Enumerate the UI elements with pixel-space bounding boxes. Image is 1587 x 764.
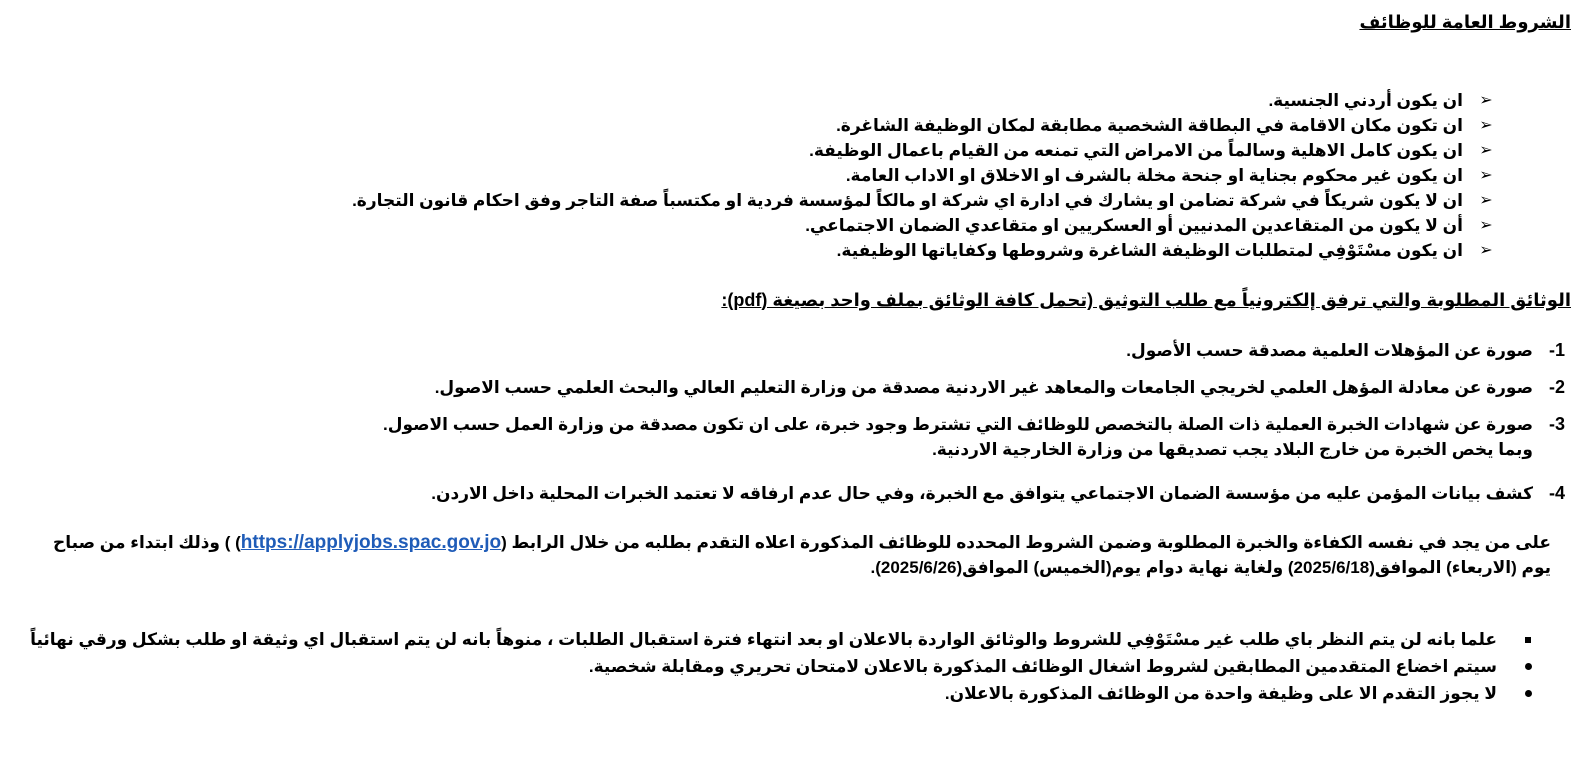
condition-text: ان يكون مسْتَوْفِي لمتطلبات الوظيفة الشاغرة وشروطها وكفاياتها الوظيفية. bbox=[836, 241, 1463, 260]
general-conditions-list bbox=[30, 88, 1495, 263]
application-text-start: على من يجد في نفسه الكفاءة والخبرة المطلوبة وضمن الشروط المحدده للوظائف المذكورة اعلاه التقدم بطلبه من خلال الرابط ( bbox=[501, 533, 1551, 552]
document-item bbox=[30, 375, 1565, 412]
document-text: صورة عن المؤهلات العلمية مصدقة حسب الأصول. bbox=[1126, 341, 1533, 360]
note-item bbox=[30, 626, 1535, 653]
document-text-block bbox=[383, 412, 1533, 462]
document-text: صورة عن معادلة المؤهل العلمي لخريجي الجامعات والمعاهد غير الاردنية مصدقة من وزارة التعليم العالي والبحث العلمي حسب الاصول. bbox=[434, 378, 1533, 397]
document-text-continued: وبما يخص الخبرة من خارج البلاد يجب تصديقها من وزارة الخارجية الاردنية. bbox=[932, 440, 1533, 459]
document-item bbox=[30, 481, 1565, 511]
condition-text: ان يكون غير محكوم بجناية او جنحة مخلة بالشرف او الاخلاق او الاداب العامة. bbox=[845, 166, 1463, 185]
document-number: 3- bbox=[1548, 414, 1565, 434]
condition-item bbox=[30, 238, 1495, 263]
application-paragraph bbox=[36, 530, 1551, 580]
square-bullet-icon bbox=[1525, 637, 1531, 643]
application-text-end: ) ) وذلك ابتداء من صباح يوم (الاربعاء) الموافق(2025/6/18) ولغاية نهاية دوام يوم(الخميس) الموافق(2025/6/26). bbox=[53, 533, 1551, 577]
notes-list bbox=[30, 626, 1535, 707]
document-number: 4- bbox=[1548, 483, 1565, 503]
dot-bullet-icon bbox=[1525, 690, 1532, 697]
condition-item bbox=[30, 188, 1495, 213]
arrow-bullet-icon: ➢ bbox=[1479, 167, 1493, 184]
arrow-bullet-icon: ➢ bbox=[1479, 217, 1493, 234]
condition-item bbox=[30, 138, 1495, 163]
note-text: سيتم اخضاع المتقدمين المطابقين لشروط اشغال الوظائف المذكورة بالاعلان لامتحان تحريري ومقابلة شخصية. bbox=[588, 657, 1497, 676]
arrow-bullet-icon: ➢ bbox=[1479, 92, 1493, 109]
condition-text: ان يكون أردني الجنسية. bbox=[1268, 91, 1463, 110]
arrow-bullet-icon: ➢ bbox=[1479, 192, 1493, 209]
document-item bbox=[30, 412, 1565, 481]
document-number: 2- bbox=[1548, 377, 1565, 397]
required-documents-list bbox=[30, 338, 1565, 511]
condition-item bbox=[30, 163, 1495, 188]
document-text: صورة عن شهادات الخبرة العملية ذات الصلة بالتخصص للوظائف التي تشترط وجود خبرة، على ان تكون مصدقة من وزارة العمل حسب الاصول. bbox=[382, 415, 1533, 434]
condition-item bbox=[30, 113, 1495, 138]
condition-item bbox=[30, 213, 1495, 238]
arrow-bullet-icon: ➢ bbox=[1479, 242, 1493, 259]
note-text: لا يجوز التقدم الا على وظيفة واحدة من الوظائف المذكورة بالاعلان. bbox=[944, 684, 1497, 703]
arrow-bullet-icon: ➢ bbox=[1479, 142, 1493, 159]
document-item bbox=[30, 338, 1565, 375]
condition-text: ان يكون كامل الاهلية وسالماً من الامراض التي تمنعه من القيام باعمال الوظيفة. bbox=[809, 141, 1463, 160]
note-item bbox=[30, 653, 1535, 680]
apply-jobs-link[interactable]: https://applyjobs.spac.gov.jo bbox=[240, 532, 502, 553]
document-text: كشف بيانات المؤمن عليه من مؤسسة الضمان الاجتماعي يتوافق مع الخبرة، وفي حال عدم ارفاقه لا تعتمد الخبرات المحلية داخل الاردن. bbox=[431, 484, 1533, 503]
condition-text: أن لا يكون من المتقاعدين المدنيين أو العسكريين او متقاعدي الضمان الاجتماعي. bbox=[805, 216, 1463, 235]
dot-bullet-icon bbox=[1525, 663, 1532, 670]
general-conditions-title: الشروط العامة للوظائف bbox=[1359, 12, 1571, 32]
condition-text: ان تكون مكان الاقامة في البطاقة الشخصية مطابقة لمكان الوظيفة الشاغرة. bbox=[836, 116, 1463, 135]
note-text: علما بانه لن يتم النظر باي طلب غير مسْتَوْفِي للشروط والوثائق الواردة بالاعلان او بعد انتهاء فترة استقبال الطلبات ، منوهاً بانه لن يتم استقبال اي وثيقة او طلب بشكل ورقي نهائياً bbox=[30, 630, 1497, 649]
document-number: 1- bbox=[1548, 340, 1565, 360]
condition-text: ان لا يكون شريكاً في شركة تضامن او يشارك في ادارة اي شركة او مالكاً لمؤسسة فردية او مكتسباً صفة التاجر وفق احكام قانون التجارة. bbox=[352, 191, 1463, 210]
condition-item bbox=[30, 88, 1495, 113]
arrow-bullet-icon: ➢ bbox=[1479, 117, 1493, 134]
note-item bbox=[30, 680, 1535, 707]
required-documents-title: الوثائق المطلوبة والتي ترفق إلكترونياً مع طلب التوثيق (تحمل كافة الوثائق بملف واحد بصيغة (pdf): bbox=[721, 290, 1571, 310]
